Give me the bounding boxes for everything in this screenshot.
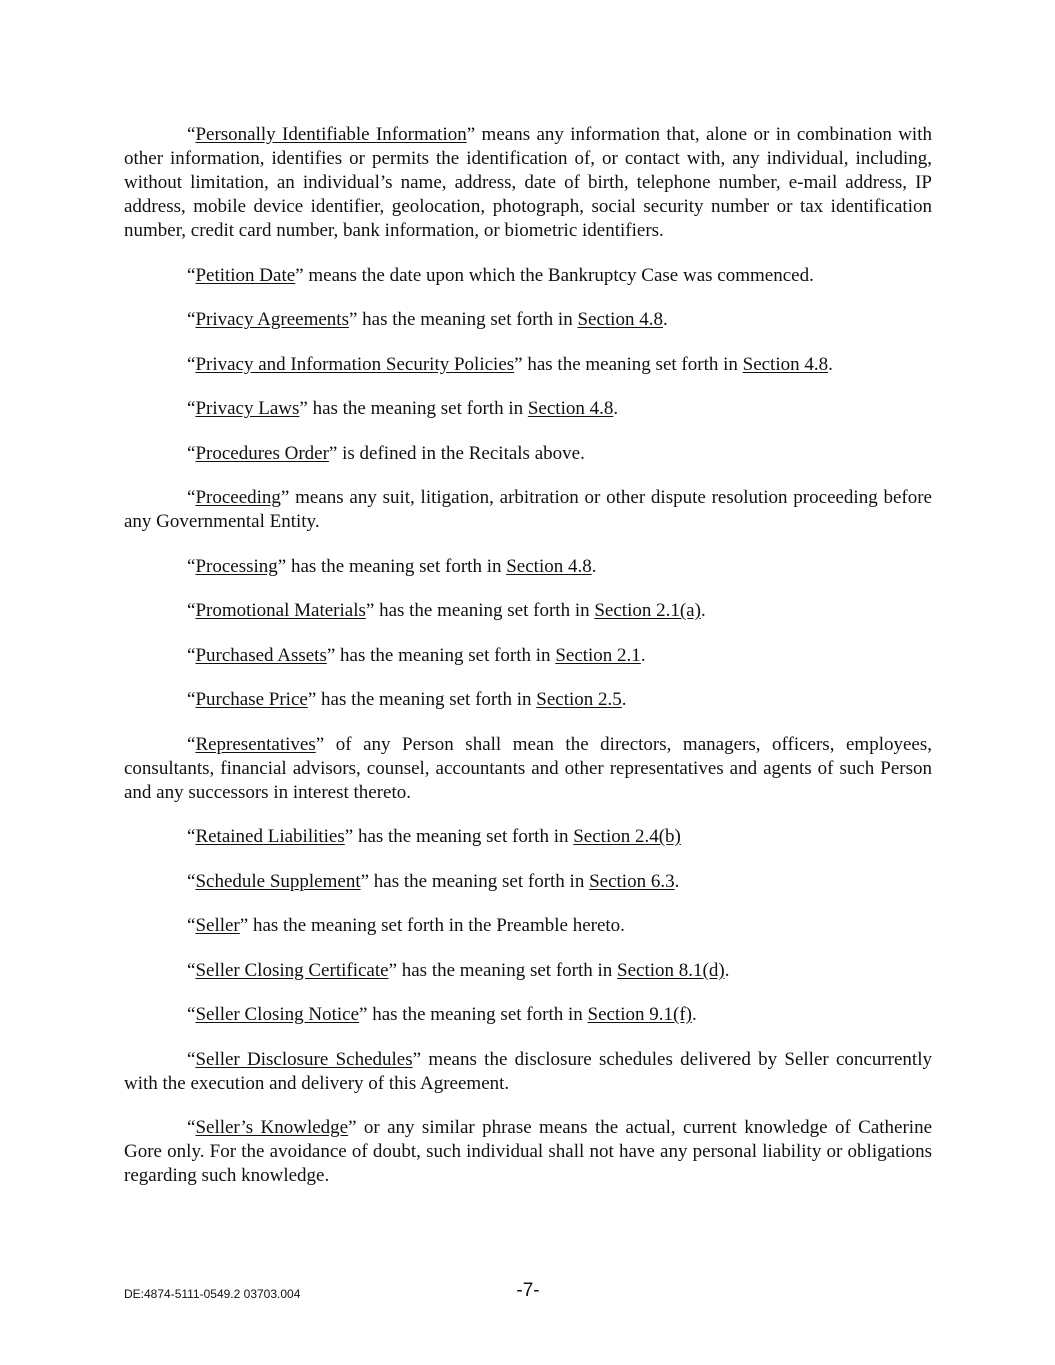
close-quote: ” [412, 1048, 422, 1070]
defined-term: Seller Disclosure Schedules [195, 1048, 413, 1070]
close-quote: ” [365, 600, 375, 621]
definition-paragraph [124, 914, 932, 938]
definition-text: has the meaning set forth in [522, 353, 743, 375]
defined-term: Purchased Assets [195, 644, 327, 666]
section-reference[interactable]: Section 2.1 [555, 644, 641, 666]
open-quote: “ [187, 555, 196, 577]
definitions-list [124, 123, 932, 1188]
definition-paragraph [124, 1048, 932, 1096]
defined-term: Petition Date [195, 264, 296, 286]
defined-term: Purchase Price [195, 689, 308, 710]
trailing-punctuation: . [621, 689, 627, 710]
definition-paragraph [124, 555, 932, 579]
open-quote: “ [187, 398, 196, 419]
open-quote: “ [187, 1004, 196, 1025]
definition-paragraph [124, 870, 932, 894]
defined-term: Processing [195, 555, 278, 577]
page-number: -7- [516, 1280, 540, 1301]
definition-text: is defined in the Recitals above. [337, 442, 585, 464]
definition-text: has the meaning set forth in [335, 644, 556, 666]
open-quote: “ [187, 689, 196, 710]
open-quote: “ [187, 487, 196, 508]
close-quote: ” [307, 689, 317, 710]
defined-term: Procedures Order [195, 442, 329, 464]
close-quote: ” [280, 487, 290, 508]
definition-text: has the meaning set forth in [286, 555, 507, 577]
close-quote: ” [360, 870, 370, 892]
section-reference[interactable]: Section 2.1(a) [594, 600, 701, 621]
footer-document-id: DE:4874-5111-0549.2 03703.004 [124, 1287, 301, 1301]
definition-text: has the meaning set forth in [397, 959, 618, 981]
definition-paragraph [124, 123, 932, 243]
defined-term: Proceeding [195, 487, 281, 508]
defined-term: Privacy and Information Security Policies [195, 353, 515, 375]
close-quote: ” [299, 398, 308, 419]
definition-paragraph [124, 688, 932, 712]
close-quote: ” [315, 733, 325, 755]
definition-paragraph [124, 1003, 932, 1027]
trailing-punctuation: . [724, 959, 730, 981]
defined-term: Seller Closing Notice [195, 1004, 360, 1025]
defined-term: Seller’s Knowledge [195, 1117, 349, 1138]
definition-paragraph [124, 959, 932, 983]
close-quote: ” [295, 264, 304, 286]
close-quote: ” [348, 1117, 357, 1138]
defined-term: Promotional Materials [195, 600, 366, 621]
definition-paragraph [124, 397, 932, 421]
trailing-punctuation: . [662, 309, 668, 330]
section-reference[interactable]: Section 4.8 [742, 353, 829, 375]
defined-term: Privacy Laws [195, 398, 300, 419]
definition-paragraph [124, 825, 932, 849]
defined-term: Seller [195, 915, 240, 936]
definition-paragraph [124, 486, 932, 534]
document-page [124, 123, 932, 1209]
open-quote: “ [187, 644, 196, 666]
open-quote: “ [187, 826, 196, 847]
section-reference[interactable]: Section 8.1(d) [617, 959, 725, 981]
open-quote: “ [187, 442, 196, 464]
definition-text: has the meaning set forth in [357, 309, 578, 330]
definition-text: has the meaning set forth in [353, 826, 574, 847]
trailing-punctuation: . [640, 644, 646, 666]
definition-text: of any Person shall mean the directors, managers, officers, employees, consultants, financial advisors, counsel, accountants and other representatives and agents of such Person and any successors in interest thereto. [124, 733, 932, 803]
defined-term: Representatives [195, 733, 316, 755]
close-quote: ” [514, 353, 523, 375]
trailing-punctuation: . [613, 398, 619, 419]
close-quote: ” [359, 1004, 368, 1025]
definition-paragraph [124, 442, 932, 466]
definition-text: or any similar phrase means the actual, current knowledge of Catherine Gore only. For the avoidance of doubt, such individual shall not have any personal liability or obligations regarding such knowledge. [124, 1117, 932, 1186]
section-reference[interactable]: Section 9.1(f) [587, 1004, 692, 1025]
defined-term: Seller Closing Certificate [195, 959, 389, 981]
definition-paragraph [124, 1116, 932, 1188]
section-reference[interactable]: Section 2.5 [536, 689, 622, 710]
close-quote: ” [344, 826, 354, 847]
definition-text: has the meaning set forth in [374, 600, 595, 621]
section-reference[interactable]: Section 6.3 [589, 870, 675, 892]
trailing-punctuation: . [700, 600, 706, 621]
definition-text: means any suit, litigation, arbitration or other dispute resolution proceeding before any Governmental Entity. [124, 487, 932, 532]
close-quote: ” [277, 555, 287, 577]
close-quote: ” [328, 442, 338, 464]
defined-term: Retained Liabilities [195, 826, 345, 847]
open-quote: “ [187, 1117, 196, 1138]
definition-text: has the meaning set forth in [369, 870, 590, 892]
definition-paragraph [124, 264, 932, 288]
close-quote: ” [348, 309, 358, 330]
close-quote: ” [388, 959, 397, 981]
definition-paragraph [124, 644, 932, 668]
trailing-punctuation: . [828, 353, 833, 375]
open-quote: “ [187, 870, 196, 892]
open-quote: “ [187, 353, 196, 375]
definition-text: means the disclosure schedules delivered by Seller concurrently with the execution and delivery of this Agreement. [124, 1048, 932, 1094]
trailing-punctuation: . [591, 555, 597, 577]
open-quote: “ [187, 733, 196, 755]
open-quote: “ [187, 1048, 196, 1070]
open-quote: “ [187, 915, 196, 936]
open-quote: “ [187, 309, 196, 330]
definition-text: has the meaning set forth in the Preamble hereto. [248, 915, 625, 936]
definition-text: has the meaning set forth in [316, 689, 537, 710]
close-quote: ” [326, 644, 336, 666]
section-reference[interactable]: Section 4.8 [577, 309, 663, 330]
open-quote: “ [187, 600, 196, 621]
definition-paragraph [124, 733, 932, 805]
trailing-punctuation: . [691, 1004, 697, 1025]
definition-text: has the meaning set forth in [367, 1004, 588, 1025]
defined-term: Personally Identifiable Information [195, 124, 467, 145]
close-quote: ” [466, 124, 476, 145]
section-reference[interactable]: Section 4.8 [506, 555, 592, 577]
section-reference[interactable]: Section 2.4(b) [573, 826, 681, 847]
definition-paragraph [124, 599, 932, 623]
definition-paragraph [124, 353, 932, 377]
definition-paragraph [124, 308, 932, 332]
open-quote: “ [187, 959, 196, 981]
section-reference[interactable]: Section 4.8 [527, 398, 614, 419]
definition-text: means the date upon which the Bankruptcy Case was commenced. [303, 264, 814, 286]
definition-text: has the meaning set forth in [307, 398, 528, 419]
trailing-punctuation: . [674, 870, 680, 892]
defined-term: Privacy Agreements [195, 309, 349, 330]
open-quote: “ [187, 264, 196, 286]
defined-term: Schedule Supplement [195, 870, 361, 892]
close-quote: ” [239, 915, 249, 936]
definition-text: means any information that, alone or in combination with other information, identifies or permits the identification of, or contact with, any individual, including, without limitation, an individual’s name, address, date of birth, telephone number, e-mail address, IP address, mobile device identifier, geolocation, photograph, social security number or tax identification number, credit card number, bank information, or biometric identifiers. [124, 124, 932, 241]
open-quote: “ [187, 124, 196, 145]
